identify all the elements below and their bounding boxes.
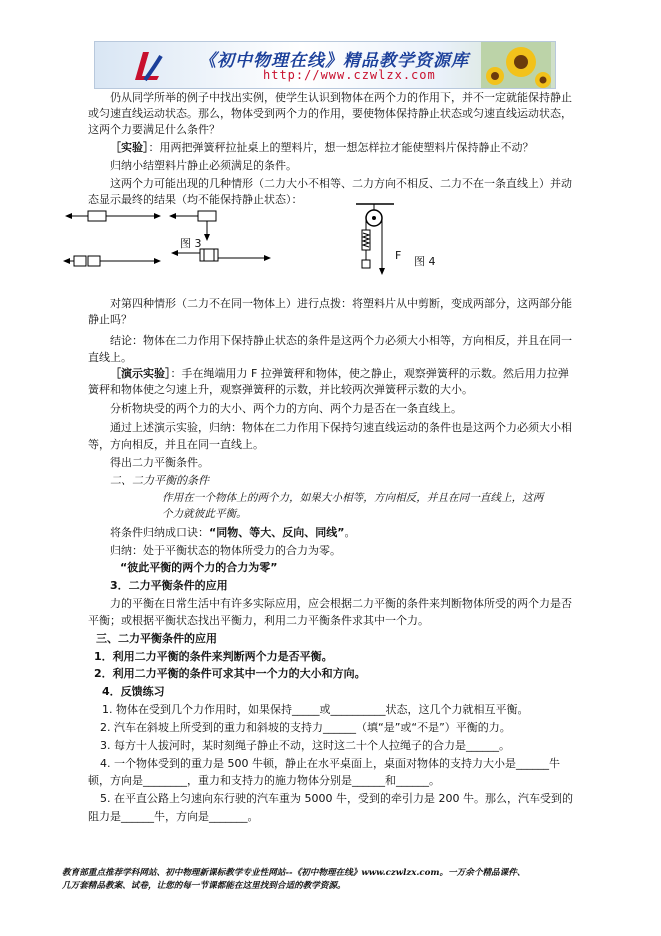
demo-label: ［演示实验］ [110, 367, 171, 380]
mnemonic-line [110, 525, 355, 541]
demo-paragraph [88, 366, 578, 398]
demo-text: ：手在绳端用力 F 拉弹簧秤和物体，使之静止，观察弹簧秤的示数。然后用力拉弹簧秤和物体使之匀速上升，观察弹簧秤的示数，并比较两次弹簧秤示数的大小。 [88, 367, 569, 396]
figure-4-pulley-diagram [352, 202, 402, 286]
derive-line: 得出二力平衡条件。 [110, 456, 209, 469]
question-5-line-2: 阻力是______牛，方向是_______。 [88, 810, 259, 823]
analysis-line: 分析物块受的两个力的大小、两个力的方向、两个力是否在一条直线上。 [110, 402, 462, 415]
case-four-paragraph: 对第四种情形（二力不在同一物体上）进行点拨：将塑料片从中剪断，变成两部分，这两部分能静止吗？ [88, 297, 572, 326]
figure-4-force-label: F [395, 249, 402, 262]
net-force-line: 归纳：处于平衡状态的物体所受力的合力为零。 [110, 544, 341, 557]
banner-url[interactable]: http://www.czwlzx.com [263, 68, 436, 82]
footer-line-2: 几万套精品教案、试卷，让您的每一节课都能在这里找到合适的教学资源。 [62, 881, 346, 891]
application-heading: 3．二力平衡条件的应用 [110, 579, 228, 592]
question-1: 1. 物体在受到几个力作用时，如果保持_____或__________状态，这几个力就相互平衡。 [102, 703, 529, 716]
induction-paragraph: 通过上述演示实验，归纳：物体在二力作用下保持匀速直线运动的条件也是这两个力必须大小相等，方向相反，并且在同一直线上。 [88, 421, 572, 451]
footer-line-1: 教育部重点推荐学科网站、初中物理新课标教学专业性网站--《初中物理在线》www.czwlzx.com。一万余个精品课件、 [62, 868, 526, 878]
mnemonic-phrase: “同物、等大、反向、同线” [209, 526, 345, 539]
cases-paragraph: 这两个力可能出现的几种情形（二力大小不相等、二力方向不相反、二力不在一条直线上）并动态显示最终的结果（均不能保持静止状态）： [88, 177, 572, 206]
page-footer [62, 867, 602, 893]
condition-line-2: 个力就彼此平衡。 [162, 508, 247, 520]
question-4-line-1: 4. 一个物体受到的重力是 500 牛顿，静止在水平桌面上，桌面对物体的支持力大小是______牛 [100, 757, 560, 770]
application-paragraph: 力的平衡在日常生活中有许多实际应用，应会根据二力平衡的条件来判断物体所受的两个力是否平衡；或根据平衡状态找出平衡力，利用二力平衡条件求其中一个力。 [88, 597, 572, 627]
figure-4-label: 图 4 [414, 255, 436, 268]
figure-3-label: 图 3 [180, 237, 202, 250]
mnemonic-lead: 将条件归纳成口诀： [110, 526, 209, 539]
banner-title: 《初中物理在线》精品教学资源库 [199, 51, 469, 71]
section-2-heading: 二、二力平衡的条件 [110, 474, 209, 487]
question-4-line-2: 顿，方向是________，重力和支持力的施力物体分别是______和______。 [88, 774, 440, 787]
figure-3-diagram [60, 208, 290, 278]
feedback-heading: 4．反馈练习 [102, 685, 165, 698]
application-point-2: 2．利用二力平衡的条件可求其中一个力的大小和方向。 [94, 667, 366, 680]
section-3-heading: 三、二力平衡条件的应用 [96, 632, 217, 645]
net-force-quote: “彼此平衡的两个力的合力为零” [120, 561, 278, 574]
question-5-line-1: 5. 在平直公路上匀速向东行驶的汽车重为 5000 牛，受到的牵引力是 200 牛。那么，汽车受到的 [100, 792, 573, 805]
experiment-label: ［实验］ [110, 141, 149, 154]
header-banner [94, 41, 556, 89]
application-point-1: 1．利用二力平衡的条件来判断两个力是否平衡。 [94, 650, 333, 663]
experiment-text: ：用两把弹簧秤拉扯桌上的塑料片，想一想怎样拉才能使塑料片保持静止不动？ [148, 141, 534, 154]
intro-paragraph: 仍从同学所举的例子中找出实例，使学生认识到物体在两个力的作用下，并不一定就能保持静止或匀速直线运动状态。那么，物体受到两个力的作用，要使物体保持静止状态或匀速直线运动状态，这两个力要满足什么条件？ [88, 91, 572, 136]
experiment-line [110, 140, 534, 156]
site-logo [129, 46, 165, 84]
question-2: 2. 汽车在斜坡上所受到的重力和斜坡的支持力______（填“是”或“不是”）平衡的力。 [100, 721, 511, 734]
condition-line-1: 作用在一个物体上的两个力，如果大小相等，方向相反，并且在同一直线上，这两 [162, 492, 544, 504]
conclusion-paragraph: 结论：物体在二力作用下保持静止状态的条件是这两个力必须大小相等，方向相反，并且在同一直线上。 [88, 334, 572, 364]
summary-line: 归纳小结塑料片静止必须满足的条件。 [110, 159, 297, 172]
question-3: 3. 每方十人拔河时，某时刻绳子静止不动，这时这二十个人拉绳子的合力是______。 [100, 739, 510, 752]
sunflower-image [481, 42, 551, 88]
mnemonic-end: 。 [344, 526, 356, 539]
